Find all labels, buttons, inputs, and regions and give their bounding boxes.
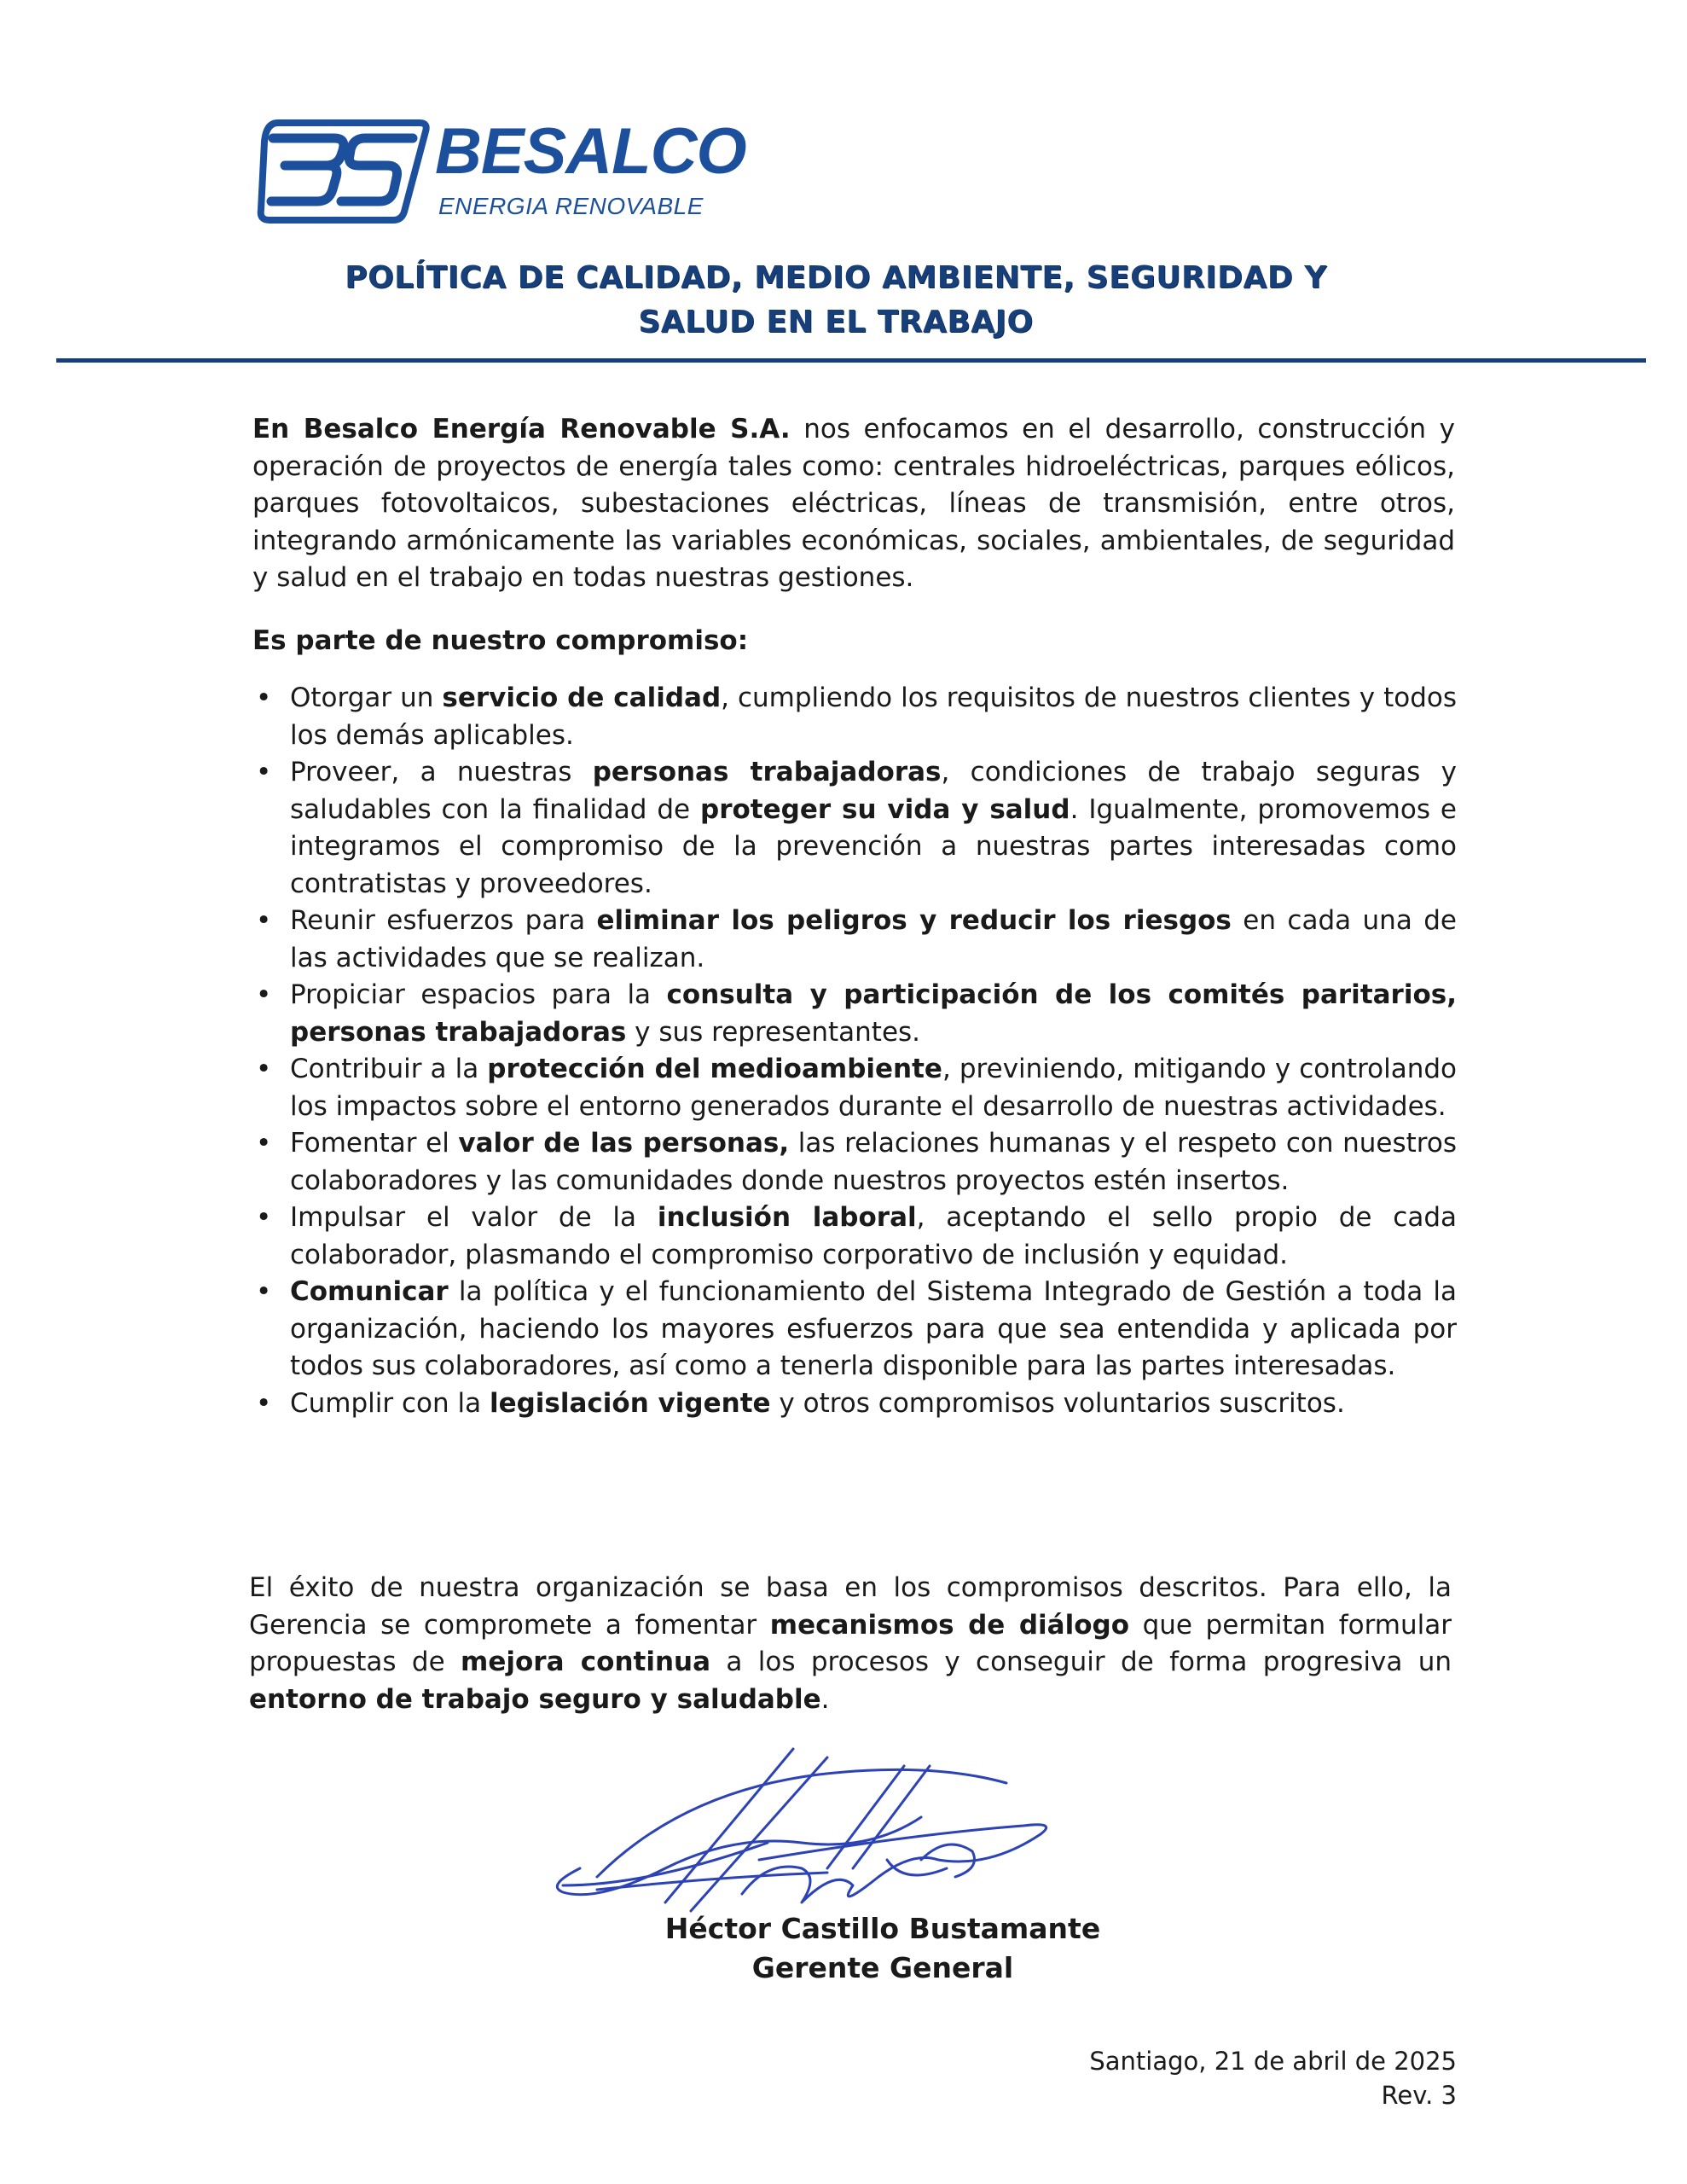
company-logo [252,115,746,235]
list-item-text: la política y el funcionamiento del Sistema Integrado de Gestión a toda la organización, haciendo los mayores esfuerzos para que sea entendida y aplicada por todos sus colaboradores, así como a tenerla disponible para las partes interesadas. [290,1276,1457,1381]
list-item [252,680,1457,754]
document-title-line-2: SALUD EN EL TRABAJO [638,305,1034,340]
list-item [252,1199,1457,1274]
list-item [252,977,1457,1051]
bullet-icon: • [256,1202,272,1233]
list-item-text: , condiciones de trabajo seguras y saludables con la finalidad de [290,757,1457,825]
list-item-text: en cada una de las actividades que se realizan. [290,905,1457,973]
intro-lead: En Besalco Energía Renovable S.A. [252,414,791,444]
list-item-text: Impulsar el valor de la [290,1202,658,1233]
list-item-text: Otorgar un [290,682,443,713]
list-item-text: y sus representantes. [626,1016,921,1048]
closing-text: a los procesos y conseguir de forma progresiva un [710,1647,1452,1677]
list-item-text: Propiciar espacios para la [290,979,667,1010]
intro-text: nos enfocamos en el desarrollo, construcción y operación de proyectos de energía tales como: centrales hidroeléctricas, parques eólicos, parques fotovoltaicos, subestaciones eléctricas, líneas de transmisión, entre otros, integrando armónicamente las variables económicas, sociales, ambientales, de seguridad y salud en el trabajo en todas nuestras gestiones. [252,414,1455,593]
bullet-icon: • [256,1276,272,1307]
logo-subtitle: ENERGIA RENOVABLE [438,193,704,219]
list-item-text: Cumplir con la [290,1387,490,1419]
signer-role: Gerente General [751,1951,1014,1984]
bullet-icon: • [256,1054,272,1084]
closing-text: . [820,1683,830,1715]
list-item [252,1125,1457,1199]
list-item-text: , aceptando el sello propio de cada colaborador, plasmando el compromiso corporativo de inclusión y equidad. [290,1202,1457,1270]
revision-number: Rev. 3 [1381,2081,1457,2110]
list-item-emphasis: legislación vigente [489,1387,771,1419]
commitment-heading: Es parte de nuestro compromiso: [252,625,749,656]
list-item-emphasis: proteger su vida y salud [700,793,1070,825]
list-item [252,1051,1457,1125]
document-title-line-1: POLÍTICA DE CALIDAD, MEDIO AMBIENTE, SEGURIDAD Y [345,260,1327,295]
list-item-text: Fomentar el [290,1128,459,1159]
signer-block [546,1909,1220,1988]
list-item-emphasis: eliminar los peligros y reducir los riesgos [596,905,1232,936]
list-item-emphasis: valor de las personas, [458,1128,790,1159]
closing-emphasis: mecanismos de diálogo [769,1609,1129,1641]
logo-brand-name: BESALCO [435,115,746,188]
bullet-icon: • [256,1128,272,1159]
list-item [252,1274,1457,1385]
list-item-emphasis: servicio de calidad [442,682,722,713]
document-title [196,256,1475,345]
closing-emphasis: mejora continua [461,1647,711,1677]
list-item-text: Reunir esfuerzos para [290,905,597,936]
list-item-text: . Igualmente, promovemos e integramos el compromiso de la prevención a nuestras partes interesadas como contratistas y proveedores. [290,793,1457,899]
bullet-icon: • [256,757,272,787]
bullet-icon: • [256,979,272,1010]
bullet-icon: • [256,905,272,936]
intro-paragraph [252,411,1455,597]
signer-name: Héctor Castillo Bustamante [664,1912,1101,1945]
list-item-text: , cumpliendo los requisitos de nuestros clientes y todos los demás aplicables. [290,682,1457,751]
bullet-icon: • [256,1387,272,1419]
place-date: Santiago, 21 de abril de 2025 [1089,2047,1457,2076]
besalco-3s-logo-mark [252,116,432,227]
list-item [252,754,1457,903]
list-item-text: , previniendo, mitigando y controlando los impactos sobre el entorno generados durante el desarrollo de nuestras actividades. [290,1054,1457,1122]
list-item-emphasis: personas trabajadoras [592,757,942,787]
closing-text: que permitan formular propuestas de [249,1609,1452,1677]
closing-emphasis: entorno de trabajo seguro y saludable [249,1683,821,1715]
list-item [252,903,1457,977]
list-item-emphasis: Comunicar [290,1276,449,1307]
list-item-emphasis: consulta y participación de los comités paritarios, personas trabajadoras [290,979,1457,1048]
list-item [252,1385,1457,1423]
list-item-emphasis: inclusión laboral [657,1202,917,1233]
list-item-text: Contribuir a la [290,1054,488,1084]
commitment-list [252,680,1457,1422]
document-footer [1089,2044,1457,2112]
bullet-icon: • [256,682,272,713]
list-item-text: Proveer, a nuestras [290,757,593,787]
closing-paragraph [249,1570,1452,1718]
list-item-emphasis: protección del medioambiente [487,1054,942,1084]
closing-text: El éxito de nuestra organización se basa en los compromisos descritos. Para ello, la Gerencia se compromete a fomentar [249,1572,1452,1641]
list-item-text: y otros compromisos voluntarios suscritos. [770,1387,1345,1419]
title-divider [56,358,1646,363]
list-item-text: las relaciones humanas y el respeto con nuestros colaboradores y las comunidades donde nuestros proyectos estén insertos. [290,1128,1457,1196]
